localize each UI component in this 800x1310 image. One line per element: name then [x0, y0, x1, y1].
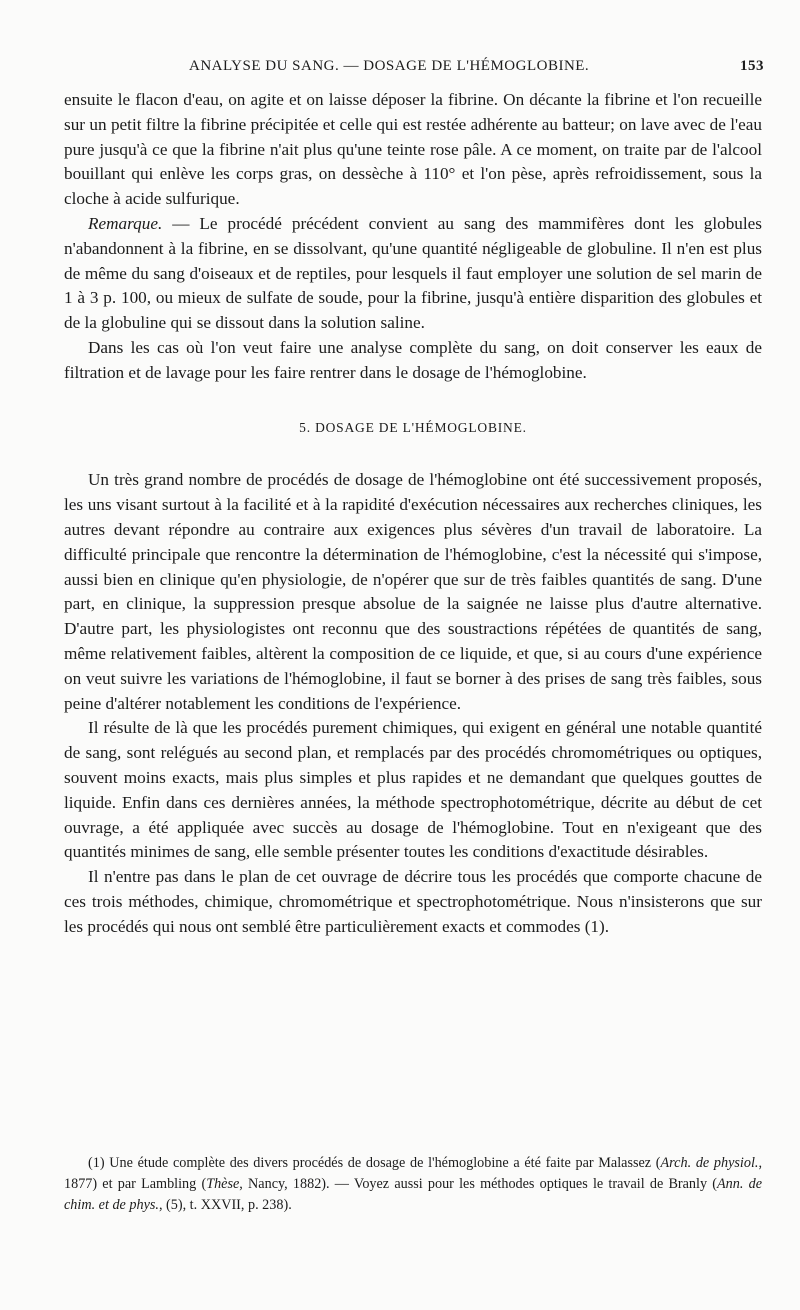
running-header [64, 58, 764, 82]
footnote-text: , (5), t. XXVII, p. 238). [158, 1197, 292, 1213]
paragraph-5: Il résulte de là que les procédés purement chimiques, qui exigent en général une notable quantité de sang, sont relégués au second plan, et remplacés par des procédés chromométriques ou optiques, souvent moins exacts, mais plus simples et plus rapides et ne demandant que quelques gouttes de liquide. Enfin dans ces dernières années, la méthode spectrophotométrique, décrite au début de cet ouvrage, a été appliquée avec succès au dosage de l'hémoglobine. Tout en n'exigeant que des quantités minimes de sang, elle semble présenter toutes les conditions d'exactitude désirables. [64, 718, 762, 862]
paragraph-1: ensuite le flacon d'eau, on agite et on laisse déposer la fibrine. On décante la fibrine et l'on recueille sur un petit filtre la fibrine précipitée et celle qui est restée adhérente au batteur; on lave avec de l'eau pure jusqu'à ce que la fibrine n'ait plus qu'une teinte rose pâle. A ce moment, on traite par de l'alcool bouillant qui enlève les corps gras, on dessèche à 110° et l'on pèse, après refroidissement, sous la cloche à acide sulfurique. [64, 90, 762, 209]
remarque-label: Remarque. [88, 213, 163, 233]
paragraph-4: Un très grand nombre de procédés de dosage de l'hémoglobine ont été successivement proposés, les uns visant surtout à la facilité et à la rapidité d'exécution nécessaires aux recherches cliniques, les autres devant répondre au contraire aux exigences plus sévères d'un travail de laboratoire. La difficulté principale que rencontre la détermination de l'hémoglobine, c'est la nécessité qui s'impose, aussi bien en clinique qu'en physiologie, de n'opérer que sur de très faibles quantités de sang. D'une part, en clinique, la suppression presque absolue de la saignée ne laisse plus d'autre alternative. D'autre part, les physiologistes ont reconnu que des soustractions répétées de quantités de sang, même relativement faibles, altèrent la composition de ce liquide, et que, si au cours d'une expérience on veut suivre les variations de l'hémoglobine, il faut se borner à des prises de sang très faibles, sous peine d'altérer notablement les conditions de l'expérience. [64, 470, 762, 713]
paragraph-remarque [64, 212, 762, 336]
footnote-citation: Ann. de chim. et de phys. [64, 1176, 763, 1213]
footnotes [64, 1153, 762, 1216]
page-number: 153 [740, 58, 764, 74]
section-title: 5. DOSAGE DE L'HÉMOGLOBINE. [299, 419, 527, 435]
footnote-text: , 1877) et par Lambling ( [64, 1155, 762, 1192]
footnote-text: , Nancy, 1882). — Voyez aussi pour les méthodes optiques le travail de Branly ( [239, 1176, 717, 1192]
header-title: ANALYSE DU SANG. — DOSAGE DE L'HÉMOGLOBINE. [189, 58, 590, 74]
remarque-text: — Le procédé précédent convient au sang des mammifères dont les globules n'abandonnent à la fibrine, en se dissolvant, qu'une quantité négligeable de globuline. Il n'en est plus de même du sang d'oiseaux et de reptiles, pour lesquels il faut employer une solution de sel marin de 1 à 3 p. 100, ou mieux de sulfate de soude, pour la fibrine, jusqu'à entière disparition des globules et de la globuline qui se dissout dans la solution saline. [64, 213, 762, 333]
paragraph-6: Il n'entre pas dans le plan de cet ouvrage de décrire tous les procédés que comporte chacune de ces trois méthodes, chimique, chromométrique et spectrophotométrique. Nous n'insisterons que sur les procédés qui nous ont semblé être particulièrement exacts et commodes (1). [64, 867, 762, 936]
body-text [64, 88, 762, 940]
paragraph-3: Dans les cas où l'on veut faire une analyse complète du sang, on doit conserver les eaux de filtration et de lavage pour les faire rentrer dans le dosage de l'hémoglobine. [64, 337, 762, 382]
footnote-1 [64, 1153, 762, 1216]
footnote-text: (1) Une étude complète des divers procédés de dosage de l'hémoglobine a été faite par Malassez ( [88, 1155, 661, 1171]
footnote-citation: Arch. de physiol. [660, 1155, 759, 1171]
footnote-citation: Thèse [206, 1176, 240, 1192]
